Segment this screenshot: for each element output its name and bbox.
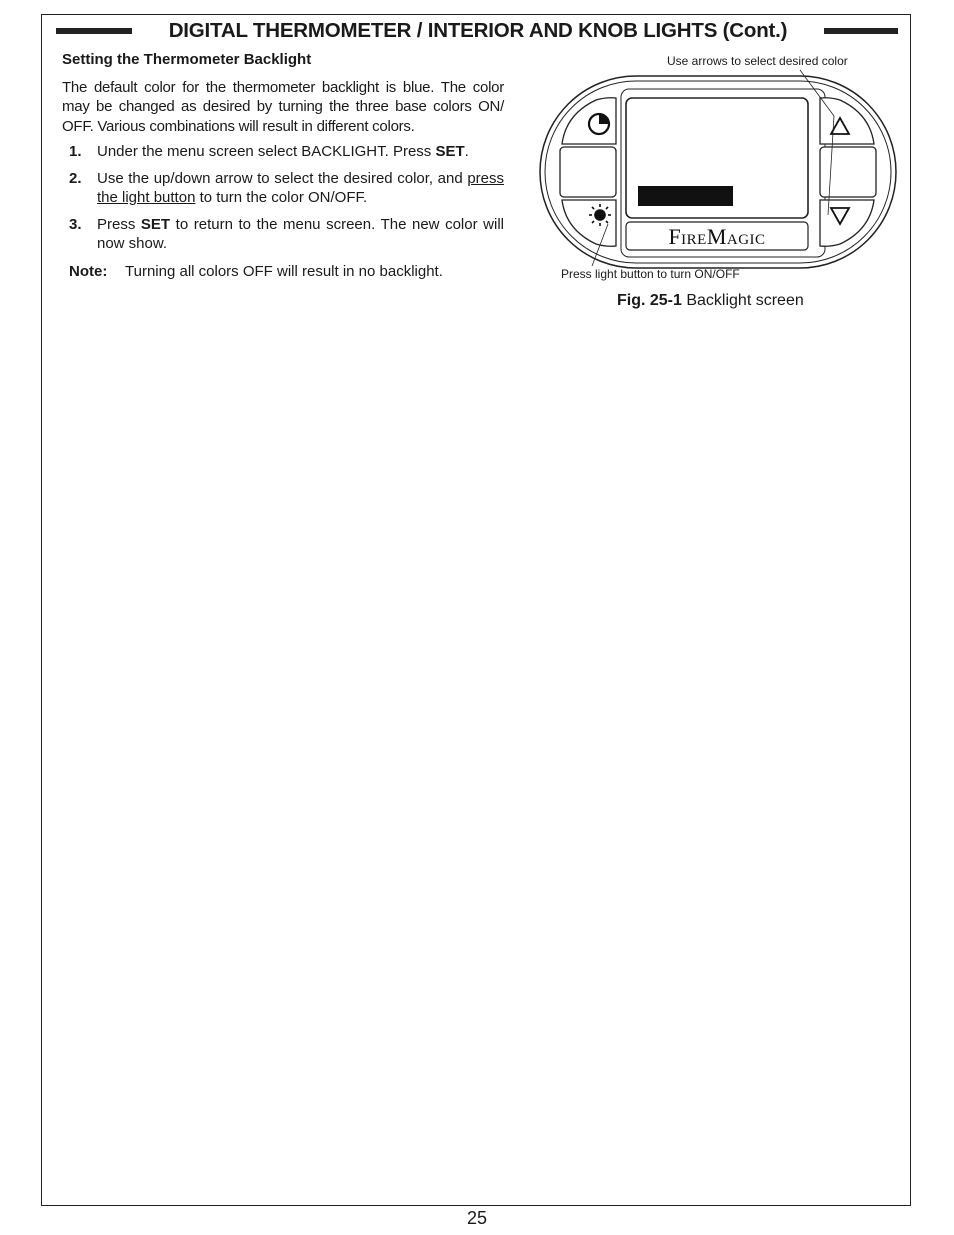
up-arrow-button[interactable] [820,98,874,144]
blank-left-button[interactable] [560,147,616,197]
thermometer-diagram [538,52,908,292]
figure-caption: Fig. 25-1 Backlight screen [617,292,804,309]
page-header [56,18,898,44]
note [62,262,504,282]
step-3: 3. Press SET to return to the menu screen. The new color will now show. [69,215,504,252]
step-2: 2. Use the up/down arrow to select the desired color, and press the light button to turn the color ON/OFF. [69,169,504,206]
callout-light-button: Press light button to turn ON/OFF [561,267,740,281]
note-label: Note: [69,262,108,280]
highlighted-menu-bar [638,186,733,206]
instructions-column [62,48,504,281]
callout-arrows: Use arrows to select desired color [667,54,848,68]
intro-paragraph: The default color for the thermometer backlight is blue. The color may be changed as desired by turning the three base colors ON/ OFF. Various combinations will result in different colors. [62,78,504,135]
header-bar-left [56,28,132,34]
step-1: 1. Under the menu screen select BACKLIGHT. Press SET. [69,143,469,160]
section-title: Setting the Thermometer Backlight [62,51,312,68]
header-bar-right [824,28,898,34]
figure-backlight-screen [538,52,908,322]
blank-right-button[interactable] [820,147,876,197]
page-title: DIGITAL THERMOMETER / INTERIOR AND KNOB LIGHTS (Cont.) [168,19,788,42]
note-text: Turning all colors OFF will result in no backlight. [125,262,443,280]
brand-logo: FireMagic [668,224,766,249]
page-number: 25 [466,1208,488,1228]
timer-icon [589,114,609,134]
underlined-instruction: press the light button [97,169,504,206]
